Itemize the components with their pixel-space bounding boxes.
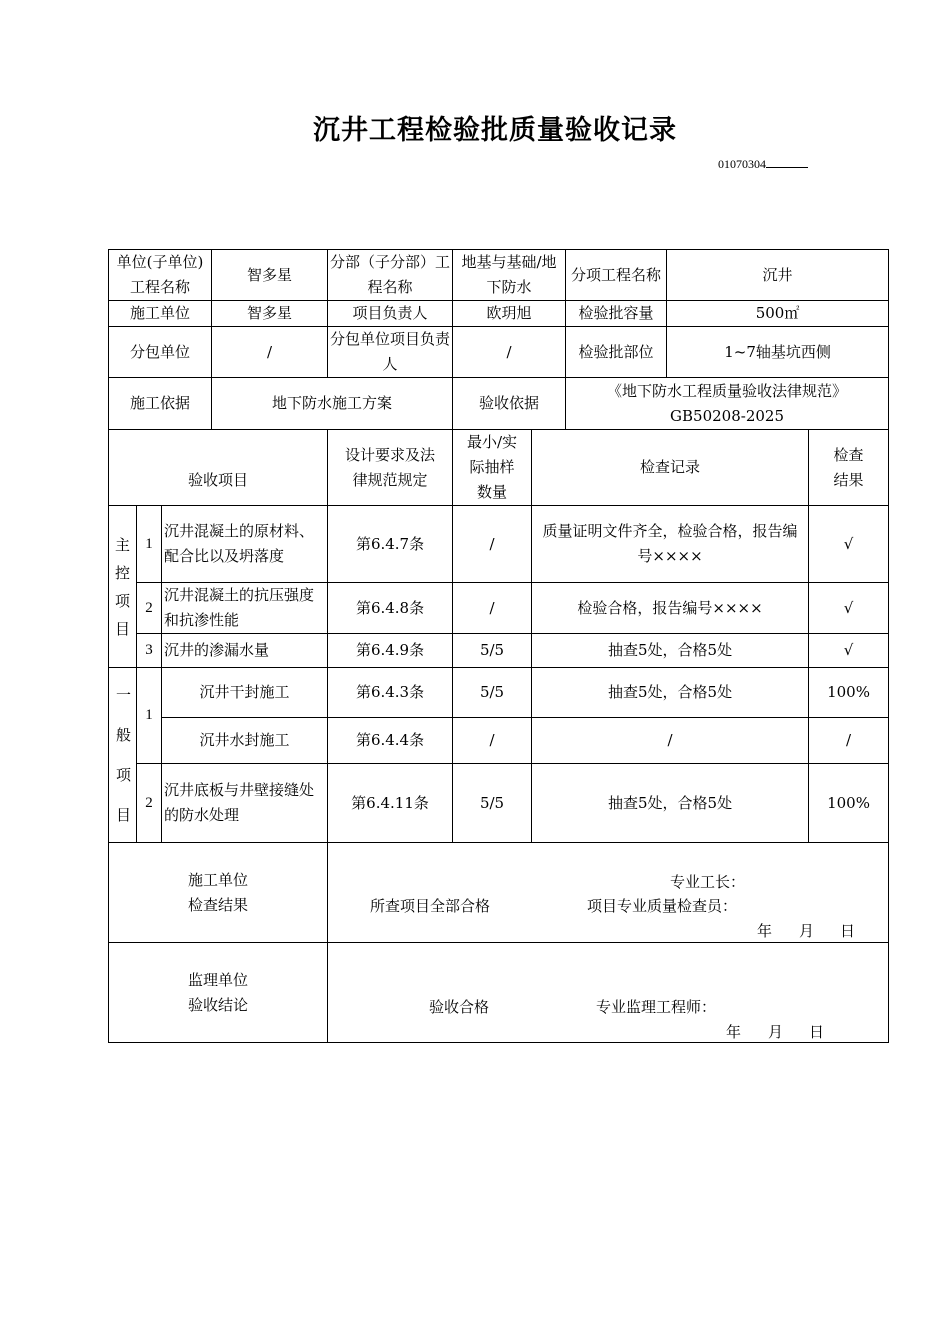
sub-pm-value: /	[453, 327, 566, 378]
general-item-sample: /	[453, 718, 532, 764]
main-item-result: √	[809, 506, 889, 583]
contractor-check-area	[328, 843, 889, 943]
batch-location-label: 检验批部位	[566, 327, 667, 378]
general-item-spec: 第6.4.3条	[328, 668, 453, 718]
subdivision-label: 分部（子分部）工程名称	[328, 250, 453, 301]
col-item-header: 验收项目	[109, 430, 328, 506]
record-code	[718, 155, 808, 172]
supervisor-date-month: 月	[768, 1023, 784, 1041]
general-item-name: 沉井干封施工	[162, 668, 328, 718]
contractor-date-month: 月	[799, 922, 815, 940]
contractor-conclusion: 所查项目全部合格	[370, 897, 491, 915]
main-item-name: 沉井混凝土的抗压强度和抗渗性能	[162, 583, 328, 634]
acceptance-basis-label: 验收依据	[453, 378, 566, 430]
col-spec-header: 设计要求及法律规范规定	[328, 430, 453, 506]
subcontractor-label: 分包单位	[109, 327, 212, 378]
col-sample-header: 最小/实际抽样数量	[453, 430, 532, 506]
batch-capacity-value: 500㎡	[667, 301, 889, 327]
sub-pm-label: 分包单位项目负责人	[328, 327, 453, 378]
main-item-spec: 第6.4.9条	[328, 634, 453, 668]
main-items-group-label: 主控项目	[109, 506, 137, 668]
record-code-value: 01070304	[718, 157, 766, 171]
general-item-record: 抽查5处，合格5处	[532, 668, 809, 718]
supervisor-check-area	[328, 943, 889, 1043]
main-item-name: 沉井的渗漏水量	[162, 634, 328, 668]
contractor-label: 施工单位	[109, 301, 212, 327]
general-item-spec: 第6.4.11条	[328, 764, 453, 843]
main-item-result: √	[809, 583, 889, 634]
col-record-header: 检查记录	[532, 430, 809, 506]
general-item-result: 100%	[809, 668, 889, 718]
general-item-no: 2	[137, 764, 162, 843]
contractor-value: 智多星	[212, 301, 328, 327]
page-title: 沉井工程检验批质量验收记录	[313, 115, 677, 146]
batch-capacity-label: 检验批容量	[566, 301, 667, 327]
main-item-name: 沉井混凝土的原材料、配合比以及坍落度	[162, 506, 328, 583]
project-manager-value: 欧玥旭	[453, 301, 566, 327]
construction-basis-value: 地下防水施工方案	[212, 378, 453, 430]
main-item-no: 3	[137, 634, 162, 668]
contractor-date-year: 年	[757, 922, 773, 940]
main-item-record: 检验合格，报告编号××××	[532, 583, 809, 634]
main-item-spec: 第6.4.8条	[328, 583, 453, 634]
main-item-record: 抽查5处，合格5处	[532, 634, 809, 668]
inspection-table	[108, 249, 889, 1043]
construction-basis-label: 施工依据	[109, 378, 212, 430]
main-item-record: 质量证明文件齐全，检验合格，报告编号××××	[532, 506, 809, 583]
contractor-date-day: 日	[840, 922, 856, 940]
acceptance-basis-value: 《地下防水工程质量验收法律规范》GB50208-2025	[566, 378, 889, 430]
main-item-sample: 5/5	[453, 634, 532, 668]
subdivision-value: 地基与基础/地下防水	[453, 250, 566, 301]
main-item-no: 2	[137, 583, 162, 634]
main-item-no: 1	[137, 506, 162, 583]
project-manager-label: 项目负责人	[328, 301, 453, 327]
subitem-value: 沉井	[667, 250, 889, 301]
col-result-header: 检查结果	[809, 430, 889, 506]
batch-location-value: 1~7轴基坑西侧	[667, 327, 889, 378]
supervisor-date-year: 年	[726, 1023, 742, 1041]
general-item-spec: 第6.4.4条	[328, 718, 453, 764]
main-item-spec: 第6.4.7条	[328, 506, 453, 583]
general-item-name: 沉井底板与井壁接缝处的防水处理	[162, 764, 328, 843]
general-item-result: /	[809, 718, 889, 764]
supervisor-date-day: 日	[809, 1023, 825, 1041]
supervisor-check-label: 监理单位 验收结论	[109, 943, 328, 1043]
general-item-record: /	[532, 718, 809, 764]
general-item-name: 沉井水封施工	[162, 718, 328, 764]
subcontractor-value: /	[212, 327, 328, 378]
general-items-group-label: 一般项目	[109, 668, 137, 843]
supervisor-conclusion: 验收合格	[429, 998, 490, 1016]
main-item-result: √	[809, 634, 889, 668]
subitem-label: 分项工程名称	[566, 250, 667, 301]
quality-inspector-label: 项目专业质量检查员：	[587, 897, 738, 915]
general-item-sample: 5/5	[453, 668, 532, 718]
general-item-sample: 5/5	[453, 764, 532, 843]
general-item-no: 1	[137, 668, 162, 764]
foreman-label: 专业工长：	[670, 873, 746, 891]
general-item-result: 100%	[809, 764, 889, 843]
general-item-record: 抽查5处，合格5处	[532, 764, 809, 843]
unit-name-label: 单位(子单位)工程名称	[109, 250, 212, 301]
main-item-sample: /	[453, 583, 532, 634]
unit-name-value: 智多星	[212, 250, 328, 301]
supervising-engineer-label: 专业监理工程师：	[596, 998, 717, 1016]
contractor-check-label: 施工单位 检查结果	[109, 843, 328, 943]
main-item-sample: /	[453, 506, 532, 583]
record-code-blank	[766, 155, 808, 168]
